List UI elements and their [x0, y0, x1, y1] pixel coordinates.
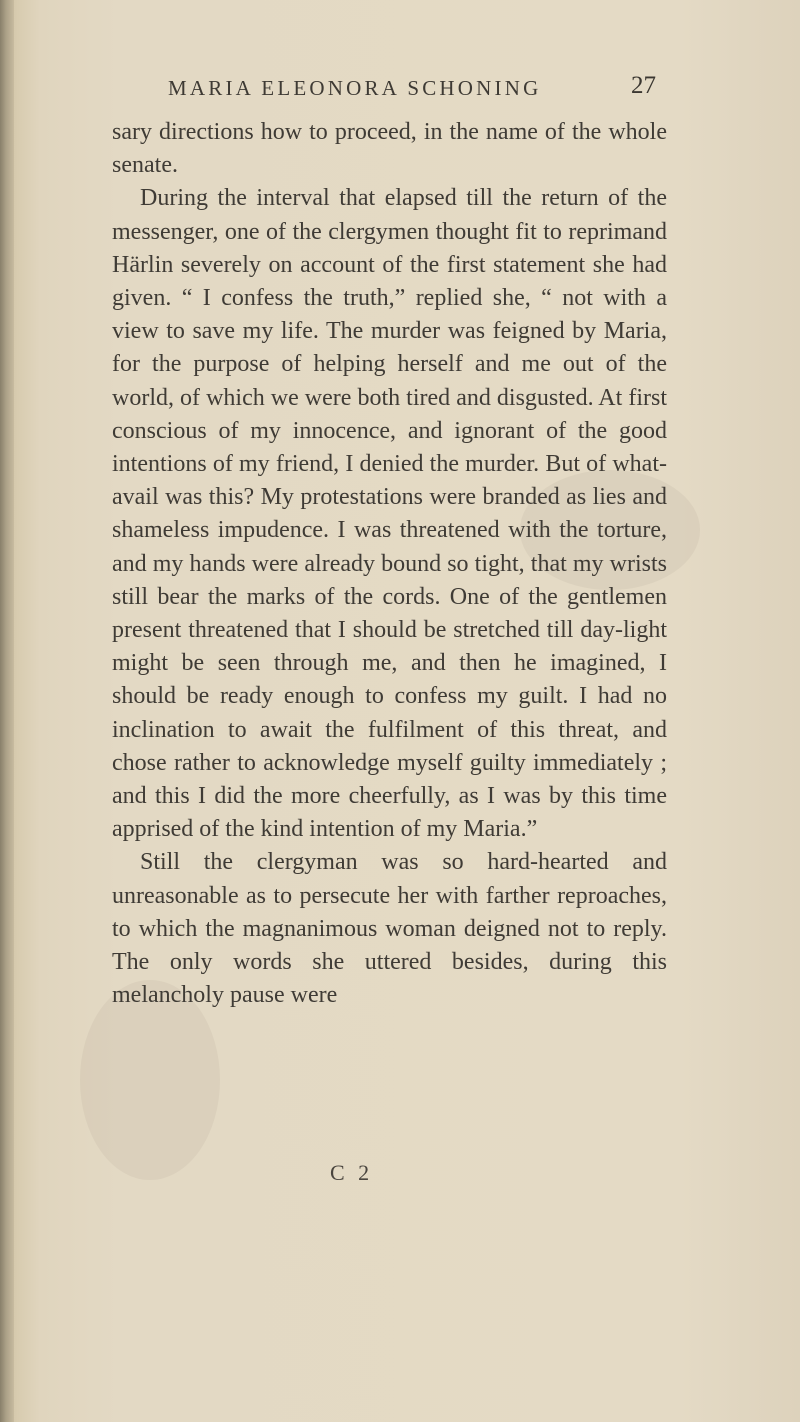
page-number: 27 — [631, 72, 656, 99]
signature-mark — [0, 1160, 800, 1194]
running-title: MARIA ELEONORA SCHONING — [168, 76, 542, 100]
paragraph-clergyman: Still the clergyman was so hard-hearted and unreasonable as to persecute her with farther reproaches, to which the magnanimous woman deigned not to reply. The only words she uttered besides, during this melancholy pause were — [112, 849, 667, 1009]
paragraph-continuation: sary directions how to proceed, in the name of the whole senate. — [112, 119, 667, 179]
paragraph-interval: During the interval that elapsed till the return of the messenger, one of the clergymen thought fit to reprimand Härlin severely on account of the first statement she had given. “ I confess the truth,” replied she, “ not with a view to save my life. The murder was feigned by Maria, for the purpose of helping herself and me out of the world, of which we were both tired and disgusted. At first conscious of my innocence, and ignorant of the good intentions of my friend, I denied the murder. But of what-avail was this? My protestations were branded as lies and shameless impudence. I was threatened with the torture, and my hands were already bound so tight, that my wrists still bear the marks of the cords. One of the gentlemen present threatened that I should be stretched till day-light might be seen through me, and then he imagined, I should be ready enough to confess my guilt. I had no inclination to await the fulfilment of this threat, and chose rather to acknowledge myself guilty immediately ; and this I did the more cheerfully, as I was by this time apprised of the kind intention of my Maria.” — [112, 185, 667, 843]
signature-mark-text: C 2 — [330, 1160, 374, 1185]
page-gutter-shadow — [0, 0, 14, 1422]
running-head — [0, 66, 800, 106]
body-text — [112, 116, 667, 1012]
